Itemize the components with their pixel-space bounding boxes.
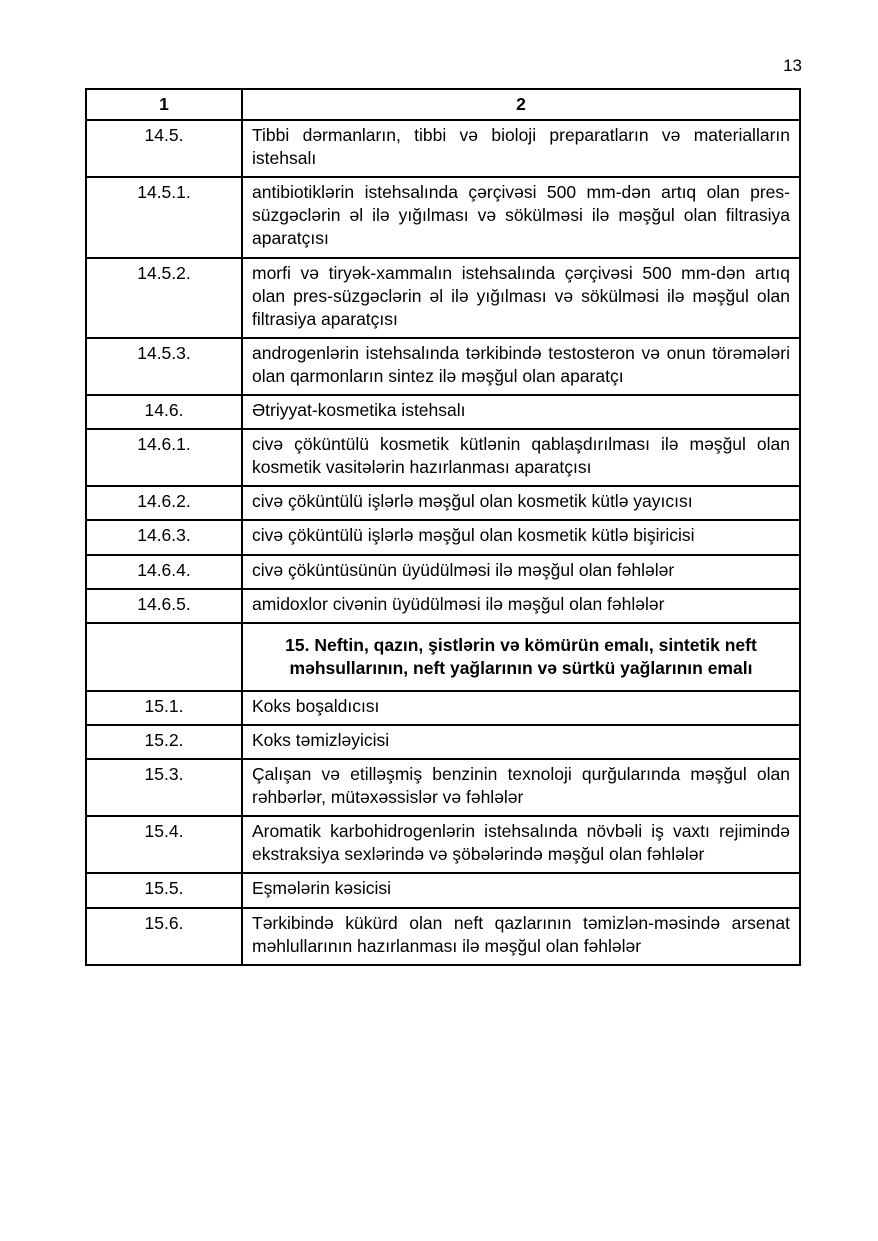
table-row — [86, 759, 800, 816]
row-code: 14.5.3. — [86, 338, 242, 395]
row-code: 15.3. — [86, 759, 242, 816]
row-text: Çalışan və etilləşmiş benzinin texnoloji qurğularında məşğul olan rəhbərlər, mütəxəssislər və fəhlələr — [242, 759, 800, 816]
table-row — [86, 486, 800, 520]
row-text: Ətriyyat-kosmetika istehsalı — [242, 395, 800, 429]
row-text: Koks boşaldıcısı — [242, 691, 800, 725]
row-text: 15. Neftin, qazın, şistlərin və kömürün emalı, sintetik neft məhsullarının, neft yağlarının və sürtkü yağlarının emalı — [242, 623, 800, 691]
row-code: 14.5. — [86, 120, 242, 177]
row-code: 14.6.2. — [86, 486, 242, 520]
row-text: antibiotiklərin istehsalında çərçivəsi 500 mm-dən artıq olan pres-süzgəclərin əl ilə yığılması və sökülməsi ilə məşğul olan filtrasiya aparatçısı — [242, 177, 800, 257]
row-text: civə çöküntülü işlərlə məşğul olan kosmetik kütlə yayıcısı — [242, 486, 800, 520]
row-text: androgenlərin istehsalında tərkibində testosteron və onun törəmələri olan qarmonların sintez ilə məşğul olan aparatçı — [242, 338, 800, 395]
row-code: 14.6.4. — [86, 555, 242, 589]
row-code: 14.5.2. — [86, 258, 242, 338]
table-body — [86, 120, 800, 965]
row-code — [86, 623, 242, 691]
table-row — [86, 873, 800, 907]
row-code: 14.6.5. — [86, 589, 242, 623]
table-header — [86, 89, 800, 120]
row-text: Aromatik karbohidrogenlərin istehsalında növbəli iş vaxtı rejimində ekstraksiya sexlərində və şöbələrində məşğul olan fəhlələr — [242, 816, 800, 873]
row-code: 15.2. — [86, 725, 242, 759]
table-row — [86, 691, 800, 725]
occupations-table — [85, 88, 801, 966]
row-text: civə çöküntülü kosmetik kütlənin qablaşdırılması ilə məşğul olan kosmetik vasitələrin hazırlanması aparatçısı — [242, 429, 800, 486]
header-col-1: 1 — [86, 89, 242, 120]
table-row — [86, 589, 800, 623]
table-row — [86, 623, 800, 691]
row-text: Eşmələrin kəsicisi — [242, 873, 800, 907]
row-text: Koks təmizləyicisi — [242, 725, 800, 759]
row-text: morfi və tiryək-xammalın istehsalında çərçivəsi 500 mm-dən artıq olan pres-süzgəclərin əl ilə yığılması və sökülməsi ilə məşğul olan filtrasiya aparatçısı — [242, 258, 800, 338]
row-code: 15.4. — [86, 816, 242, 873]
row-code: 14.6. — [86, 395, 242, 429]
table-row — [86, 908, 800, 965]
row-code: 14.5.1. — [86, 177, 242, 257]
header-row — [86, 89, 800, 120]
row-text: Tərkibində kükürd olan neft qazlarının təmizlən-məsində arsenat məhlullarının hazırlanması ilə məşğul olan fəhlələr — [242, 908, 800, 965]
row-code: 15.6. — [86, 908, 242, 965]
row-text: Tibbi dərmanların, tibbi və bioloji preparatların və materialların istehsalı — [242, 120, 800, 177]
row-code: 15.1. — [86, 691, 242, 725]
row-code: 14.6.1. — [86, 429, 242, 486]
table-row — [86, 429, 800, 486]
table-row — [86, 555, 800, 589]
page-number: 13 — [783, 56, 802, 75]
table-row — [86, 120, 800, 177]
row-code: 14.6.3. — [86, 520, 242, 554]
header-col-2: 2 — [242, 89, 800, 120]
row-text: amidoxlor civənin üyüdülməsi ilə məşğul olan fəhlələr — [242, 589, 800, 623]
table-row — [86, 395, 800, 429]
row-text: civə çöküntülü işlərlə məşğul olan kosmetik kütlə bişiricisi — [242, 520, 800, 554]
row-code: 15.5. — [86, 873, 242, 907]
table-row — [86, 520, 800, 554]
table-row — [86, 338, 800, 395]
row-text: civə çöküntüsünün üyüdülməsi ilə məşğul olan fəhlələr — [242, 555, 800, 589]
table-row — [86, 258, 800, 338]
table-row — [86, 725, 800, 759]
table-row — [86, 177, 800, 257]
table-row — [86, 816, 800, 873]
